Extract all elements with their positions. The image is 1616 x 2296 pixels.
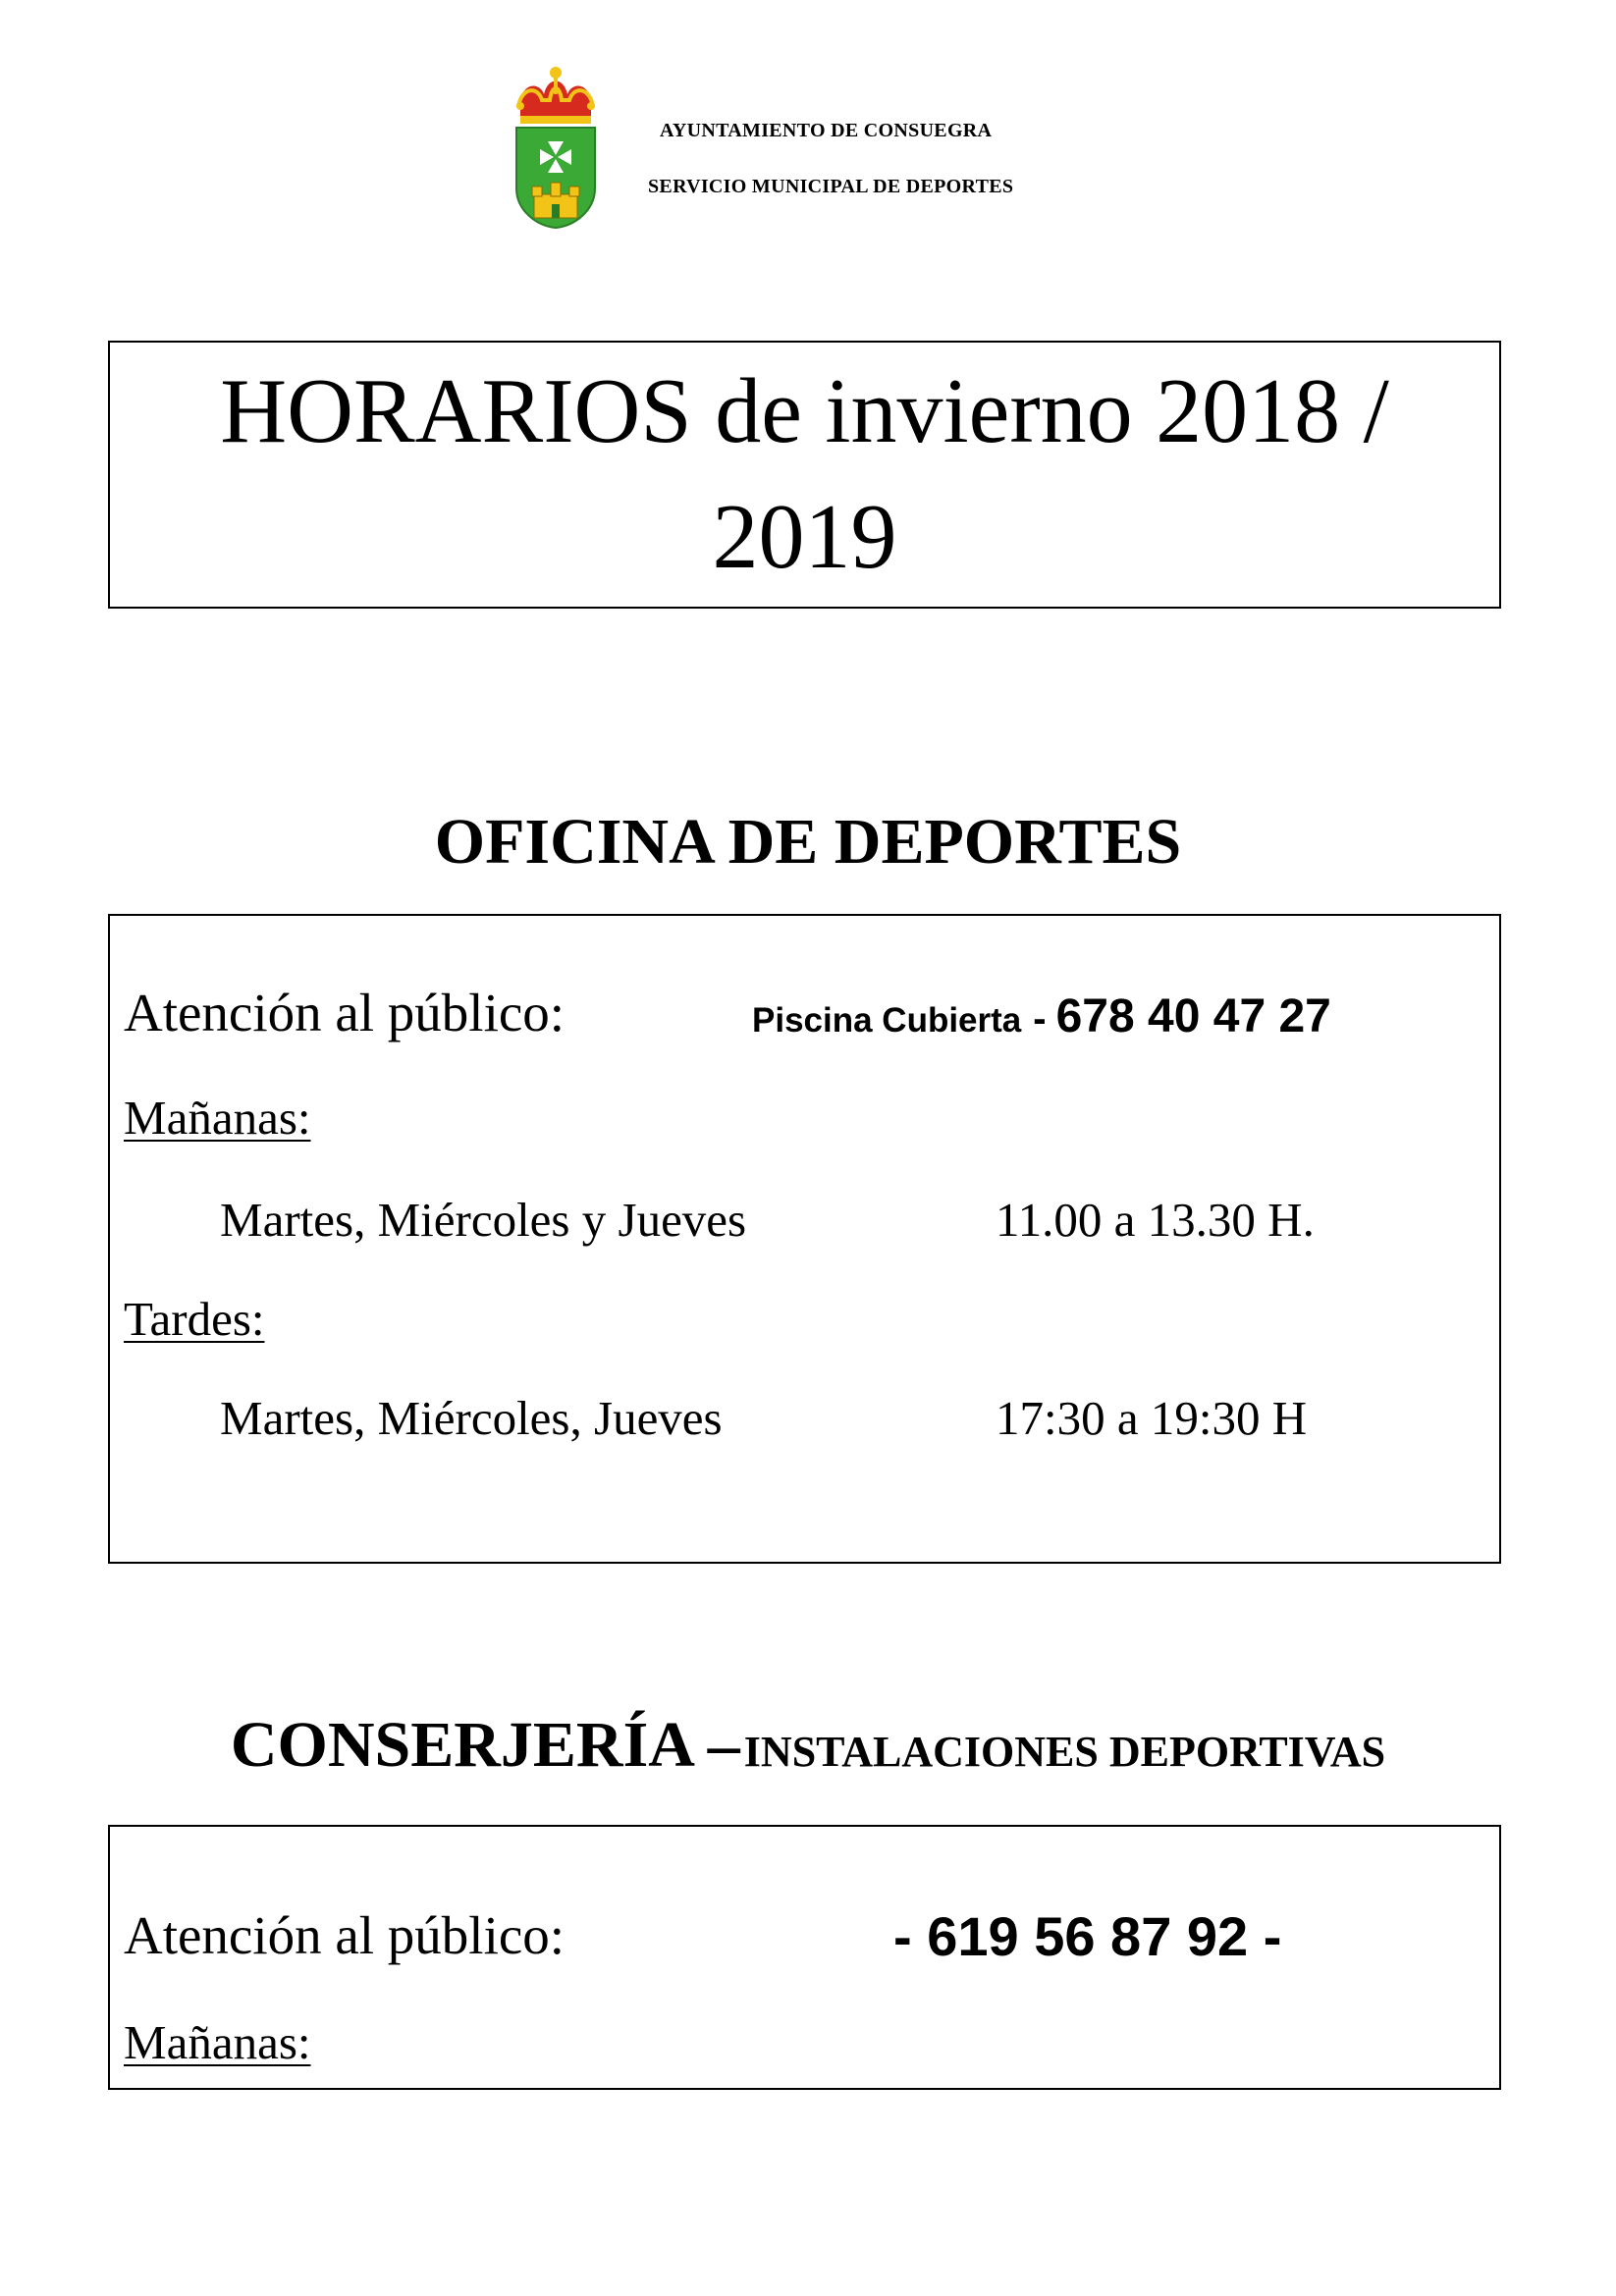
- conserjeria-attention-label: Atención al público:: [124, 1905, 566, 1965]
- oficina-morning-days: Martes, Miércoles y Jueves: [220, 1193, 747, 1247]
- oficina-afternoon-days: Martes, Miércoles, Jueves: [220, 1391, 723, 1445]
- conserjeria-heading-main: CONSERJERÍA –: [230, 1709, 740, 1781]
- oficina-afternoon-label: Tardes:: [124, 1292, 265, 1346]
- org-name-line1: AYUNTAMIENTO DE CONSUEGRA: [660, 120, 993, 141]
- oficina-morning-label: Mañanas:: [124, 1091, 311, 1145]
- oficina-location: Piscina Cubierta: [752, 1001, 1022, 1040]
- oficina-separator: -: [1033, 997, 1047, 1041]
- municipal-coat-of-arms-icon: [511, 61, 601, 230]
- page-title-line2: 2019: [712, 486, 897, 588]
- oficina-phone: 678 40 47 27: [1055, 990, 1331, 1042]
- oficina-heading: OFICINA DE DEPORTES: [434, 806, 1182, 878]
- conserjeria-morning-label: Mañanas:: [124, 2015, 311, 2069]
- conserjeria-heading-sub: INSTALACIONES DEPORTIVAS: [743, 1728, 1386, 1776]
- conserjeria-heading: [0, 1708, 1616, 1783]
- org-name-line2: SERVICIO MUNICIPAL DE DEPORTES: [648, 176, 1014, 197]
- oficina-contact: [752, 989, 1331, 1043]
- oficina-attention-label: Atención al público:: [124, 983, 566, 1042]
- oficina-morning-hours: 11.00 a 13.30 H.: [996, 1193, 1315, 1247]
- page-title: [108, 341, 1501, 609]
- oficina-afternoon-hours: 17:30 a 19:30 H: [996, 1391, 1308, 1445]
- page-title-line1: HORARIOS de invierno 2018 /: [220, 360, 1389, 462]
- conserjeria-phone: - 619 56 87 92 -: [893, 1905, 1282, 1967]
